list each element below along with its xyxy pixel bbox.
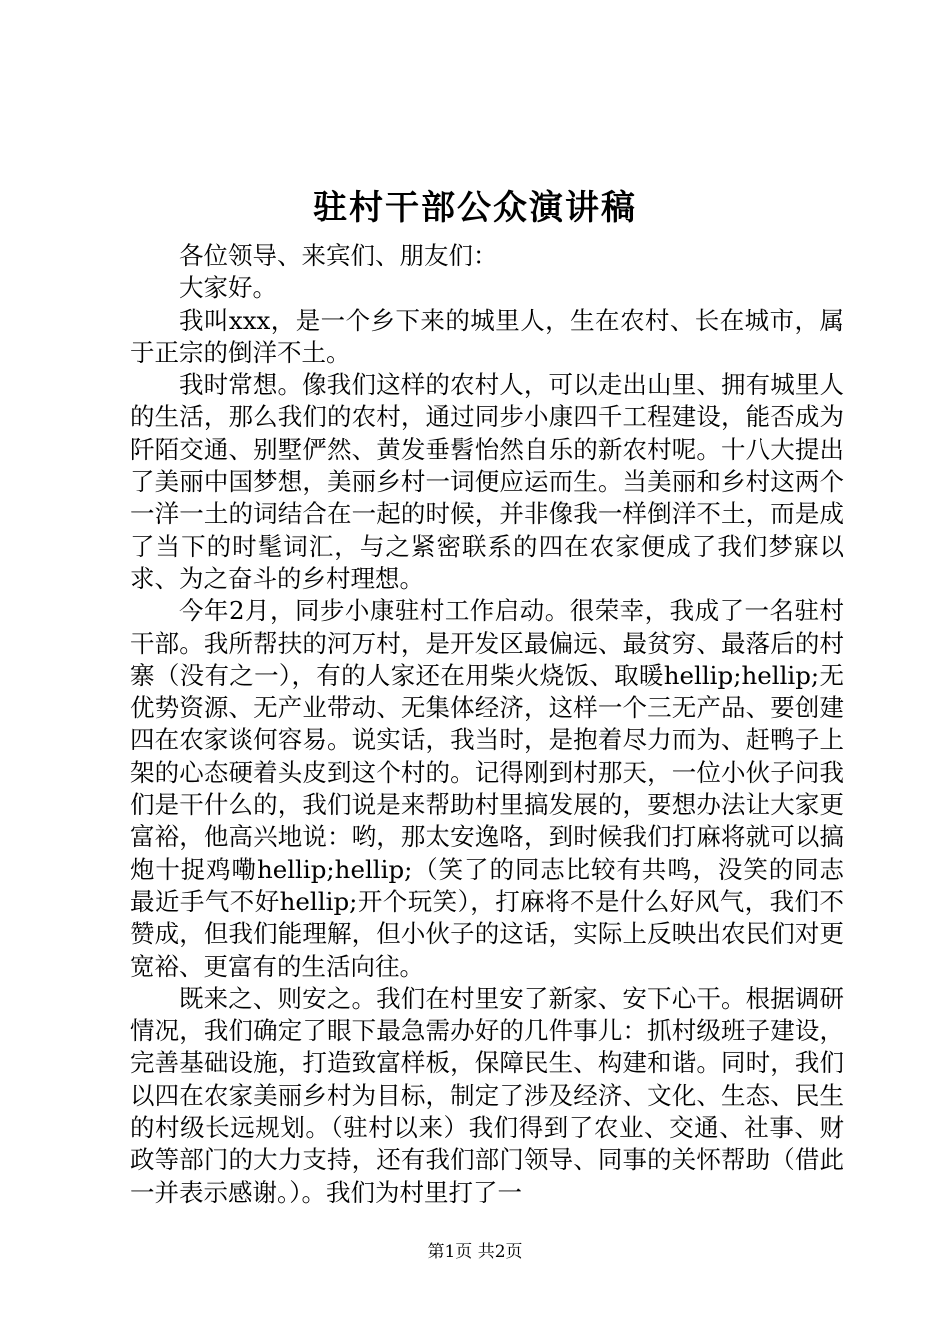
page-footer: 第1页 共2页 — [427, 1242, 523, 1262]
body-paragraph: 我时常想。像我们这样的农村人，可以走出山里、拥有城里人的生活，那么我们的农村，通过同步小康四千工程建设，能否成为阡陌交通、别墅俨然、黄发垂髫怡然自乐的新农村呢。十八大提出了美丽中国梦想，美丽乡村一词便应运而生。当美丽和乡村这两个一洋一土的词结合在一起的时候，并非像我一样倒洋不土，而是成了当下的时髦词汇，与之紧密联系的四在农家便成了我们梦寐以求、为之奋斗的乡村理想。 — [130, 370, 844, 593]
salutation-paragraph: 各位领导、来宾们、朋友们： — [179, 241, 498, 270]
document-body — [130, 240, 844, 1209]
greeting-paragraph: 大家好。 — [179, 273, 277, 303]
body-paragraph: 我叫xxx，是一个乡下来的城里人，生在农村、长在城市，属于正宗的倒洋不土。 — [130, 305, 844, 367]
document-title: 驻村干部公众演讲稿 — [313, 188, 637, 228]
body-paragraph: 既来之、则安之。我们在村里安了新家、安下心干。根据调研情况，我们确定了眼下最急需办好的几件事儿：抓村级班子建设，完善基础设施，打造致富样板，保障民生、构建和谐。同时，我们以四在农家美丽乡村为目标，制定了涉及经济、文化、生态、民生的村级长远规划。（驻村以来）我们得到了农业、交通、社事、财政等部门的大力支持，还有我们部门领导、同事的关怀帮助（借此一并表示感谢。）。我们为村里打了一 — [130, 983, 844, 1207]
body-paragraph: 今年2月，同步小康驻村工作启动。很荣幸，我成了一名驻村干部。我所帮扶的河万村，是开发区最偏远、最贫穷、最落后的村寨（没有之一），有的人家还在用柴火烧饭、取暖hellip;hellip;无优势资源、无产业带动、无集体经济，这样一个三无产品、要创建四在农家谈何容易。说实话，我当时，是抱着尽力而为、赶鸭子上架的心态硬着头皮到这个村的。记得刚到村那天，一位小伙子问我们是干什么的，我们说是来帮助村里搞发展的，要想办法让大家更富裕，他高兴地说：哟，那太安逸咯，到时候我们打麻将就可以搞炮十捉鸡嘞hellip;hellip;（笑了的同志比较有共鸣，没笑的同志最近手气不好hellip;开个玩笑），打麻将不是什么好风气，我们不赞成，但我们能理解，但小伙子的这话，实际上反映出农民们对更宽裕、更富有的生活向往。 — [130, 596, 844, 981]
